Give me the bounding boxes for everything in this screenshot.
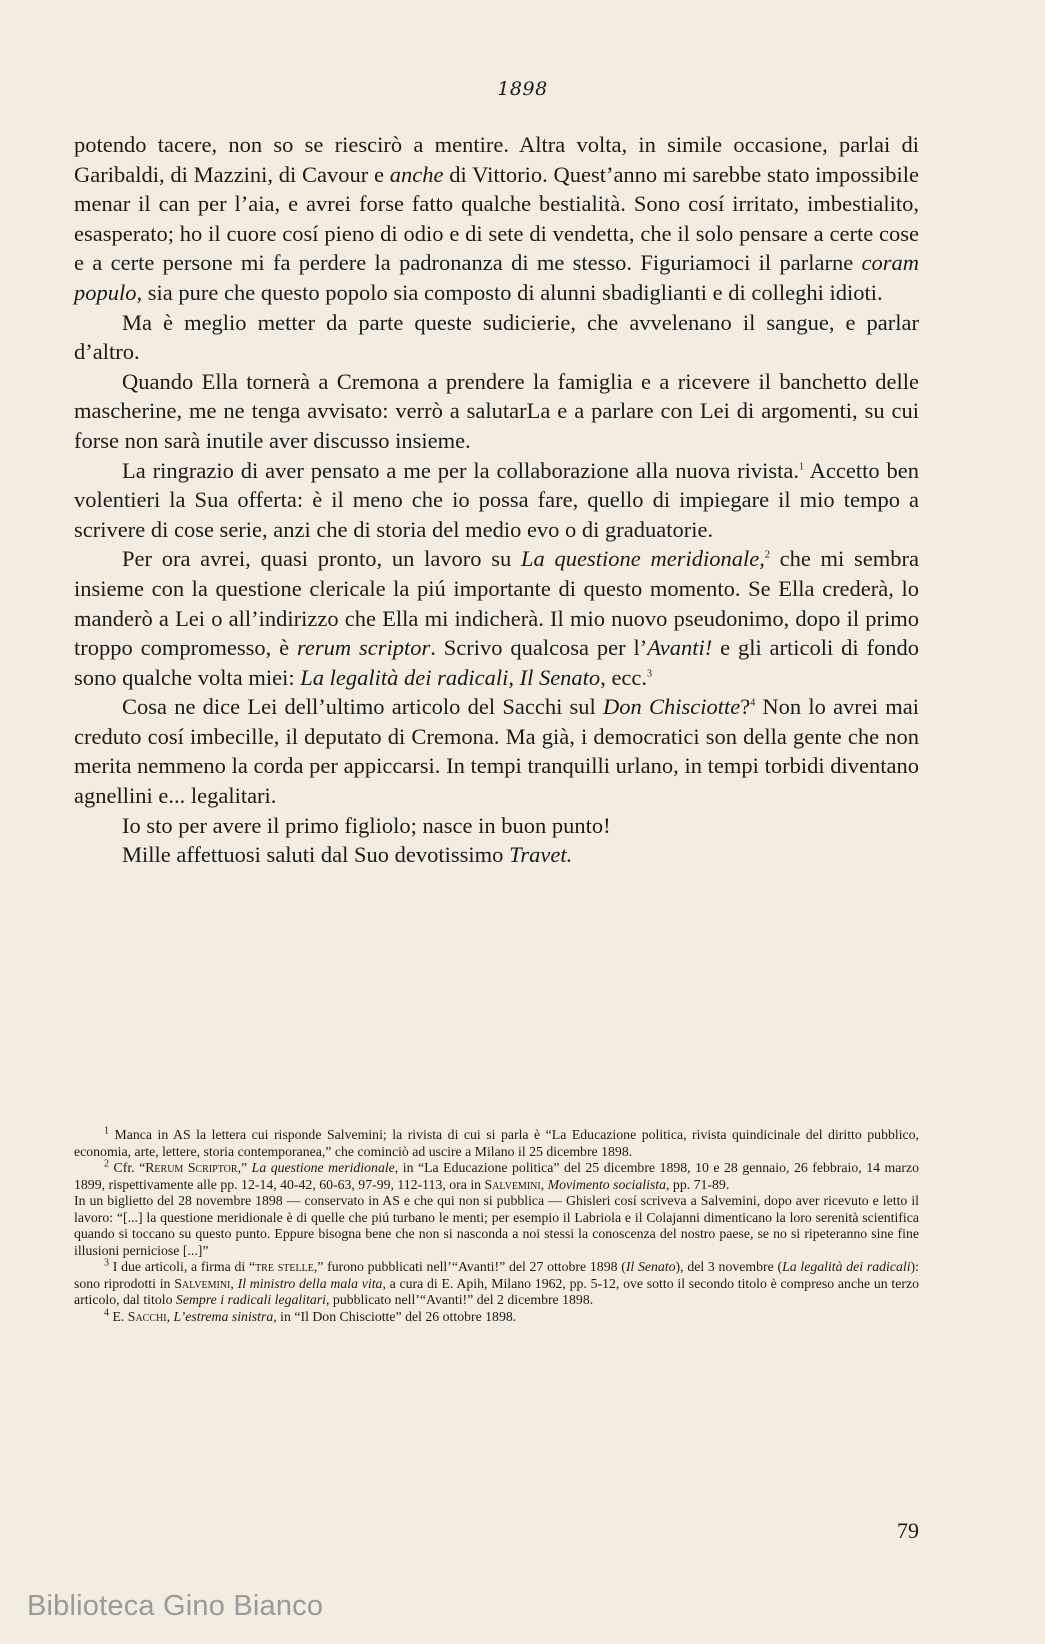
footnote-3: $^3$ I due articoli, a firma di “tre stelle,” furono pubblicati nell’“Avanti!” del 27 ottobre 1898 (Il Senato), del 3 novembre (La legalità dei radicali): sono riprodotti in Salvemini, Il ministro della mala vita, a cura di E. Apih, Milano 1962, pp. 5-12, ove sotto il secondo titolo è compreso anche un terzo articolo, dal titolo Sempre i radicali legalitari, pubblicato nell’“Avanti!” del 2 dicembre 1898.	[74, 1257, 919, 1307]
footnote-ref: 3	[647, 668, 653, 680]
footnote-ref: 2	[764, 549, 770, 561]
footnote-2-continuation: In un biglietto del 28 novembre 1898 — conservato in AS e che qui non si pubblica — Ghisleri cosí scriveva a Salvemini, dopo aver ricevuto e letto il lavoro: “[...] la questione meridionale è di quelle che piú turbano le menti; per esempio il Labriola e il Colajanni dimenticano la loro serenità scientifica quando si toccano su questo punto. Eppure bisogna bene che non si nasconda a noi stessi la conoscenza del nostro paese, se no si ripeteranno sine fine illusioni perniciose [...]”	[74, 1193, 919, 1258]
closing: Mille affettuosi saluti dal Suo devotissimo Travet.	[122, 842, 573, 868]
paragraph: Quando Ella tornerà a Cremona a prendere la famiglia e a ricevere il banchetto delle mascherine, me ne tenga avvisato: verrò a salutarLa e a parlare con Lei di argomenti, su cui forse non sarà inutile aver discusso insieme.	[74, 368, 919, 453]
letter-body	[74, 130, 919, 870]
library-watermark: Biblioteca Gino Bianco	[27, 1590, 324, 1622]
footnote-ref: 1	[798, 461, 804, 473]
paragraph: Ma è meglio metter da parte queste sudicierie, che avvelenano il sangue, e parlar d’altro.	[74, 309, 919, 365]
page-number: 79	[897, 1518, 919, 1543]
paragraph: Cosa ne dice Lei dell’ultimo articolo del Sacchi sul Don Chisciotte?$^4$ Non lo avrei mai creduto cosí imbecille, il deputato di Cremona. Ma già, i democratici son della gente che non merita nemmeno la corda per appiccarsi. In tempi tranquilli urlano, in tempi torbidi diventano agnellini e... legalitari.	[74, 694, 919, 809]
paragraph: Per ora avrei, quasi pronto, un lavoro su La questione meridionale,$^2$ che mi sembra insieme con la questione clericale la piú importante di questo momento. Se Ella crederà, lo manderò a Lei o all’indirizzo che Ella mi indicherà. Il mio nuovo pseudonimo, dopo il primo troppo compromesso, è rerum scriptor. Scrivo qualcosa per l’Avanti! e gli articoli di fondo sono qualche volta miei: La legalità dei radicali, Il Senato, ecc.$^3$	[74, 546, 920, 690]
footnote-1: $^1$ Manca in AS la lettera cui risponde Salvemini; la rivista di cui si parla è “La Educazione politica, rivista quindicinale del diritto pubblico, economia, arte, lettere, storia contemporanea,” che cominciò ad uscire a Milano il 25 dicembre 1898.	[74, 1125, 920, 1159]
footnote-ref: 4	[750, 697, 756, 709]
footnote-4: $^4$ E. Sacchi, L’estrema sinistra, in “Il Don Chisciotte” del 26 ottobre 1898.	[104, 1306, 517, 1324]
footnotes	[74, 1127, 919, 1325]
running-head: 1898	[497, 78, 548, 100]
paragraph: potendo tacere, non so se riescirò a mentire. Altra volta, in simile occasione, parlai di Garibaldi, di Mazzini, di Cavour e anche di Vittorio. Quest’anno mi sarebbe stato impossibile menar il can per l’aia, e avrei forse fatto qualche bestialità. Sono cosí irritato, imbestialito, esasperato; ho il cuore cosí pieno di odio e di sete di vendetta, che il solo pensare a certe cose e a certe persone mi fa perdere la padronanza di me stesso. Figuriamoci il parlarne coram populo, sia pure che questo popolo sia composto di alunni sbadiglianti e di colleghi idioti.	[74, 132, 919, 305]
paragraph: La ringrazio di aver pensato a me per la collaborazione alla nuova rivista.$^1$ Accetto ben volentieri la Sua offerta: è il meno che io possa fare, quello di impiegare il mio tempo a scrivere di cose serie, anzi che di storia del medio evo o di graduatorie.	[74, 457, 919, 542]
footnote-2: $^2$ Cfr. “Rerum Scriptor,” La questione meridionale, in “La Educazione politica” del 25 dicembre 1898, 10 e 28 gennaio, 26 febbraio, 14 marzo 1899, rispettivamente alle pp. 12-14, 40-42, 60-63, 97-99, 112-113, ora in Salvemini, Movimento socialista, pp. 71-89.	[74, 1158, 919, 1192]
paragraph: Io sto per avere il primo figliolo; nasce in buon punto!	[122, 812, 611, 838]
